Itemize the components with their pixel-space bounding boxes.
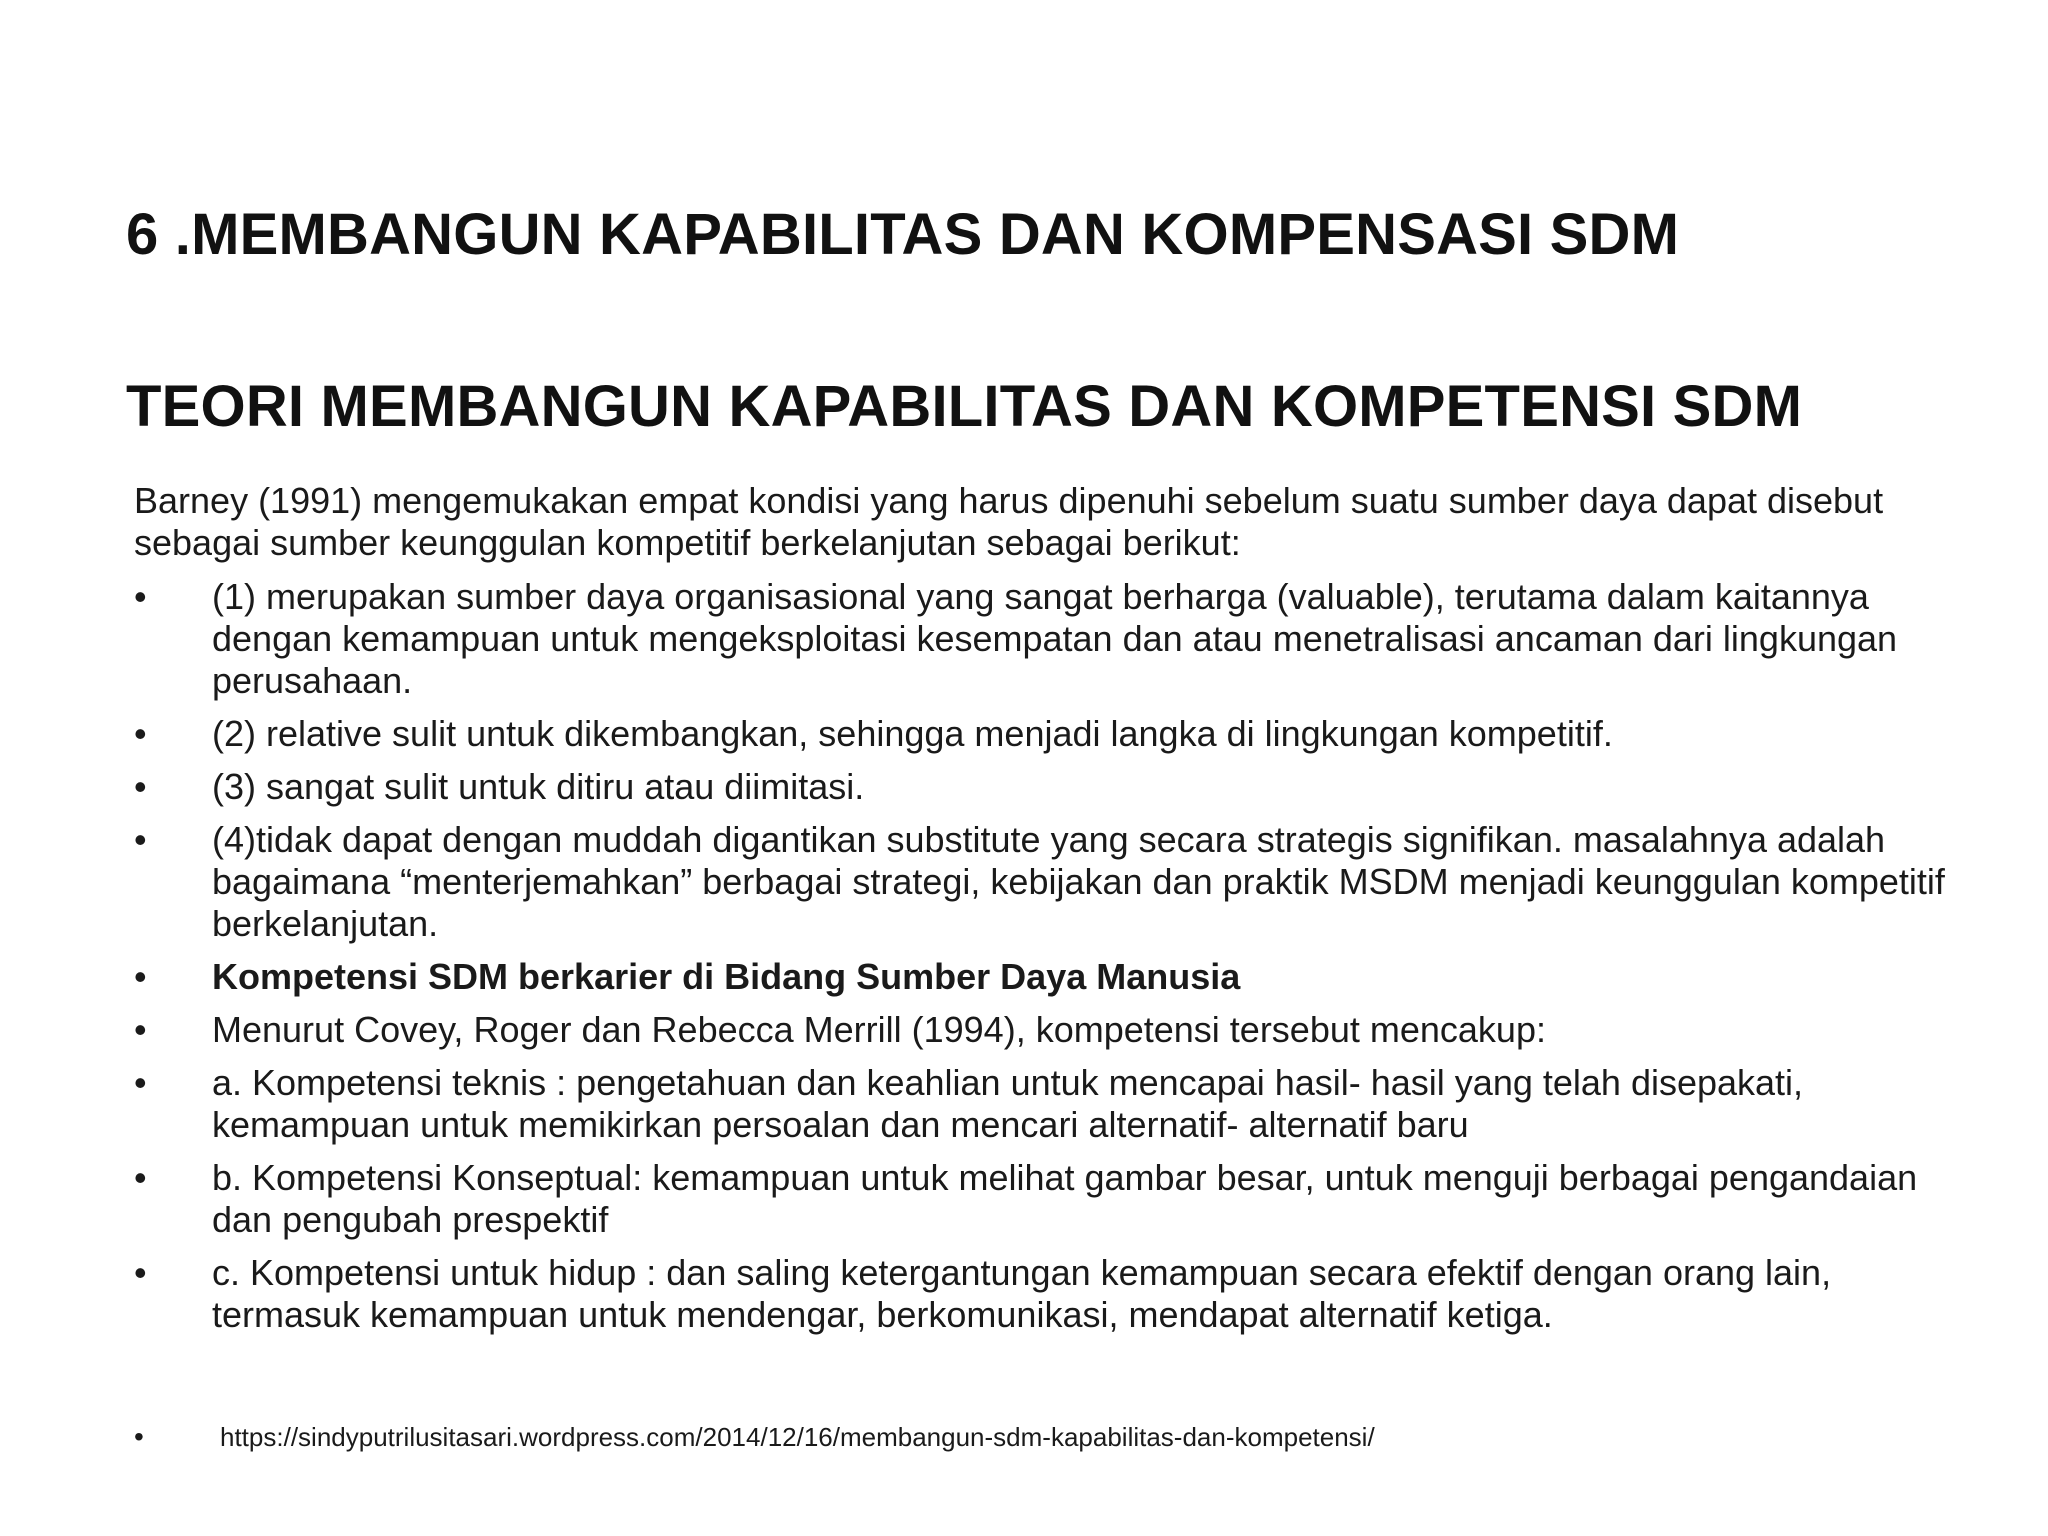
- source-link[interactable]: https://sindyputrilusitasari.wordpress.com/2014/12/16/membangun-sdm-kapabilitas-dan-kompetensi/: [220, 1422, 1375, 1452]
- bullet-icon: •: [134, 1252, 147, 1293]
- list-item: [134, 819, 1964, 945]
- list-item-heading: [134, 956, 1964, 998]
- list-item: [134, 713, 1964, 755]
- list-item-text: Menurut Covey, Roger dan Rebecca Merrill (1994), kompetensi tersebut mencakup:: [212, 1009, 1546, 1050]
- bullet-icon: •: [134, 956, 147, 997]
- slide-title: 6 .MEMBANGUN KAPABILITAS DAN KOMPENSASI SDM: [126, 202, 1680, 267]
- list-item-text: b. Kompetensi Konseptual: kemampuan untuk melihat gambar besar, untuk menguji berbagai pengandaian dan pengubah prespektif: [212, 1157, 1918, 1240]
- bullet-icon: •: [134, 766, 147, 807]
- list-item-text: (3) sangat sulit untuk ditiru atau diimitasi.: [212, 766, 865, 807]
- bullet-icon: •: [134, 713, 147, 754]
- list-item-text: a. Kompetensi teknis : pengetahuan dan keahlian untuk mencapai hasil- hasil yang telah disepakati, kemampuan untuk memikirkan persoalan dan mencari alternatif- alternatif baru: [212, 1062, 1804, 1145]
- bullet-icon: •: [134, 1157, 147, 1198]
- list-item-text: Kompetensi SDM berkarier di Bidang Sumber Daya Manusia: [212, 956, 1241, 997]
- slide-body: [134, 480, 1964, 1347]
- list-item-text: c. Kompetensi untuk hidup : dan saling ketergantungan kemampuan secara efektif dengan orang lain, termasuk kemampuan untuk mendengar, berkomunikasi, mendapat alternatif ketiga.: [212, 1252, 1832, 1335]
- list-item: [134, 1062, 1964, 1146]
- list-item: [134, 1157, 1964, 1241]
- bullet-icon: •: [134, 1062, 147, 1103]
- list-item-text: (2) relative sulit untuk dikembangkan, sehingga menjadi langka di lingkungan kompetitif.: [212, 713, 1613, 754]
- intro-paragraph: Barney (1991) mengemukakan empat kondisi yang harus dipenuhi sebelum suatu sumber daya dapat disebut sebagai sumber keunggulan kompetitif berkelanjutan sebagai berikut:: [134, 480, 1884, 563]
- list-item-text: (4)tidak dapat dengan muddah digantikan substitute yang secara strategis signifikan. masalahnya adalah bagaimana “menterjemahkan” berbagai strategi, kebijakan dan praktik MSDM menjadi keunggulan kompetitif berkelanjutan.: [212, 819, 1945, 944]
- bullet-icon: •: [134, 576, 147, 617]
- source-reference: [134, 1420, 1375, 1454]
- list-item: [134, 1252, 1964, 1336]
- list-item: [134, 1009, 1964, 1051]
- bullet-icon: •: [134, 1421, 144, 1452]
- list-item: [134, 766, 1964, 808]
- bullet-list: [134, 576, 1964, 1336]
- bullet-icon: •: [134, 1009, 147, 1050]
- list-item: [134, 576, 1964, 702]
- list-item-text: (1) merupakan sumber daya organisasional yang sangat berharga (valuable), terutama dalam kaitannya dengan kemampuan untuk mengeksploitasi kesempatan dan atau menetralisasi ancaman dari lingkungan perusahaan.: [212, 576, 1898, 701]
- slide-subtitle: TEORI MEMBANGUN KAPABILITAS DAN KOMPETENSI SDM: [126, 374, 1803, 439]
- bullet-icon: •: [134, 819, 147, 860]
